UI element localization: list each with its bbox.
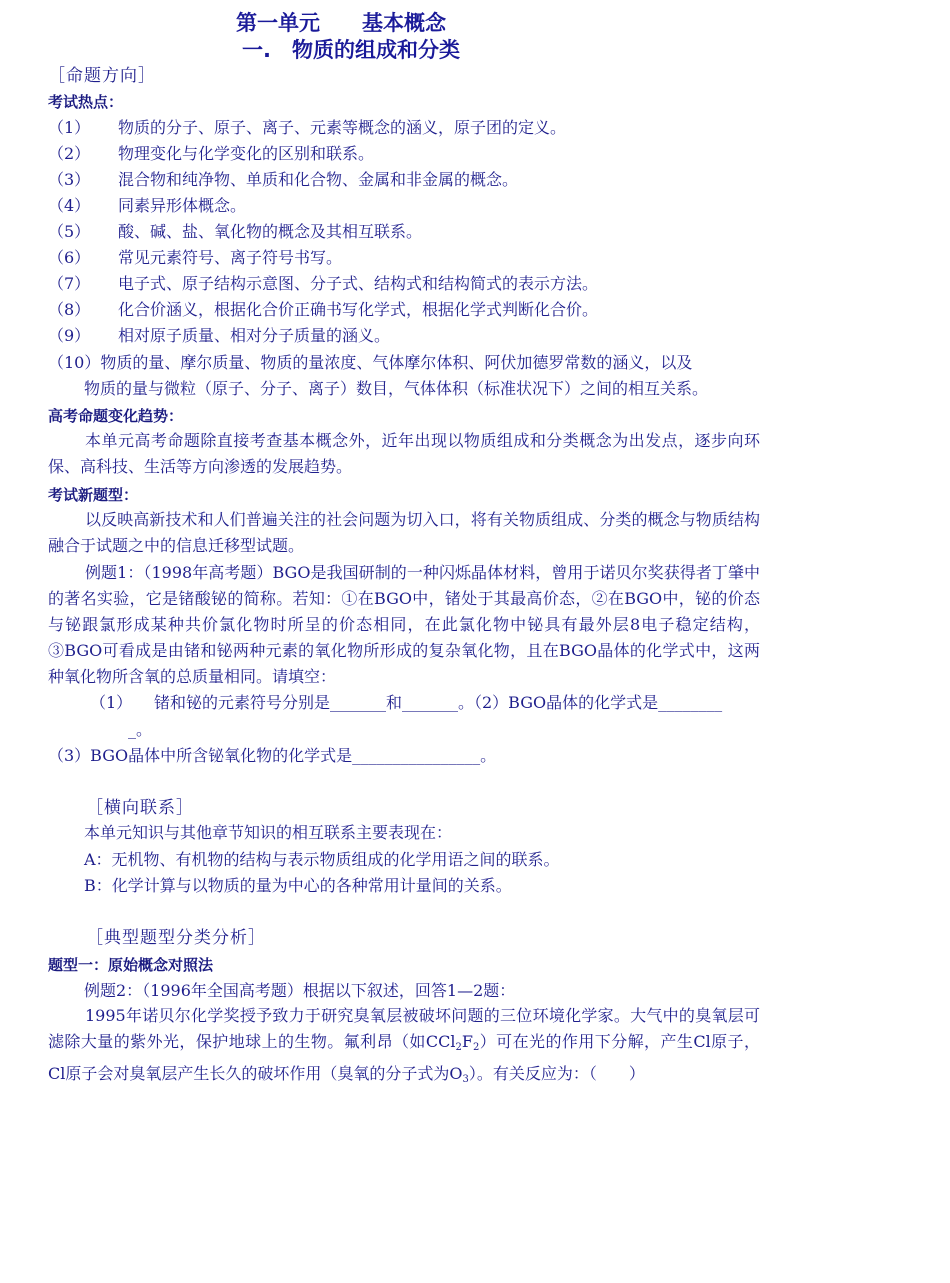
- list-item: （4） 同素异形体概念。: [48, 196, 247, 215]
- hengxiang-intro: 本单元知识与其他章节知识的相互联系主要表现在：: [84, 823, 453, 842]
- question-number: （1）: [90, 693, 133, 712]
- list-item-continuation: 物质的量与微粒（原子、分子、离子）数目，气体体积（标准状况下）之间的相互关系。: [84, 379, 709, 398]
- list-item: （5） 酸、碱、盐、氧化物的概念及其相互联系。: [48, 222, 423, 241]
- unit-title: 第一单元 基本概念: [236, 11, 446, 35]
- example2-intro: 例题2：（1996年全国高考题）根据以下叙述，回答1—2题：: [84, 981, 516, 1000]
- list-item: （6） 常见元素符号、离子符号书写。: [48, 248, 343, 267]
- example2-paragraph: 1995年诺贝尔化学奖授予致力于研究臭氧层被破坏问题的三位环境化学家。大气中的臭氧层可滤除大量的紫外光，保护地球上的生物。氟利昂（如$CCl_2F_2$）可在光的作用下分解，产生Cl原子，Cl原子会对臭氧层产生长久的破坏作用（臭氧的分子式为$O_3$）。有关反应为：（ ）: [48, 1006, 760, 1085]
- list-item: （10）物质的量、摩尔质量、物质的量浓度、气体摩尔体积、阿伏加德罗常数的涵义，以及: [48, 353, 693, 372]
- question-text: 锗和铋的元素符号分别是_______和_______。（2）BGO晶体的化学式是________: [154, 693, 723, 712]
- hotspots-label: 考试热点：: [48, 93, 124, 111]
- type1-label: 题型一：原始概念对照法: [48, 956, 214, 974]
- list-item: （1） 物质的分子、原子、离子、元素等概念的涵义，原子团的定义。: [48, 118, 567, 137]
- hengxiang-item-b: B：化学计算与以物质的量为中心的各种常用计量间的关系。: [84, 876, 512, 895]
- mingti-heading: ［命题方向］: [48, 66, 156, 86]
- dianxing-heading: ［典型题型分类分析］: [86, 928, 266, 948]
- list-item: （8） 化合价涵义，根据化合价正确书写化学式，根据化学式判断化合价。: [48, 300, 599, 319]
- question-1: [90, 693, 722, 713]
- hengxiang-item-a: A：无机物、有机物的结构与表示物质组成的化学用语之间的联系。: [84, 850, 560, 869]
- list-item: （9） 相对原子质量、相对分子质量的涵义。: [48, 326, 391, 345]
- trend-paragraph: 本单元高考命题除直接考查基本概念外，近年出现以物质组成和分类概念为出发点，逐步向环保、高科技、生活等方向渗透的发展趋势。: [48, 431, 760, 476]
- trend-label: 高考命题变化趋势：: [48, 407, 184, 425]
- question-3: （3）BGO晶体中所含铋氧化物的化学式是________________。: [48, 746, 497, 765]
- question-1-continuation: _。: [128, 720, 153, 739]
- list-item: （3） 混合物和纯净物、单质和化合物、金属和非金属的概念。: [48, 170, 519, 189]
- example1-paragraph: 例题1：（1998年高考题）BGO是我国研制的一种闪烁晶体材料，曾用于诺贝尔奖获得者丁肇中的著名实验，它是锗酸铋的简称。若知：①在BGO中，锗处于其最高价态，②在BGO中，铋的价态与铋跟氯形成某种共价氯化物时所呈的价态相同，在此氯化物中铋具有最外层8电子稳定结构，③BGO可看成是由锗和铋两种元素的氧化物所形成的复杂氧化物，且在BGO晶体的化学式中，这两种氧化物所含氧的总质量相同。请填空：: [48, 563, 760, 686]
- new-type-label: 考试新题型：: [48, 486, 139, 504]
- list-item: （7） 电子式、原子结构示意图、分子式、结构式和结构简式的表示方法。: [48, 274, 599, 293]
- new-type-paragraph: 以反映高新技术和人们普遍关注的社会问题为切入口，将有关物质组成、分类的概念与物质结构融合于试题之中的信息迁移型试题。: [48, 510, 760, 555]
- hengxiang-heading: ［横向联系］: [86, 798, 194, 818]
- section-title: 一. 物质的组成和分类: [242, 38, 460, 62]
- list-item: （2） 物理变化与化学变化的区别和联系。: [48, 144, 375, 163]
